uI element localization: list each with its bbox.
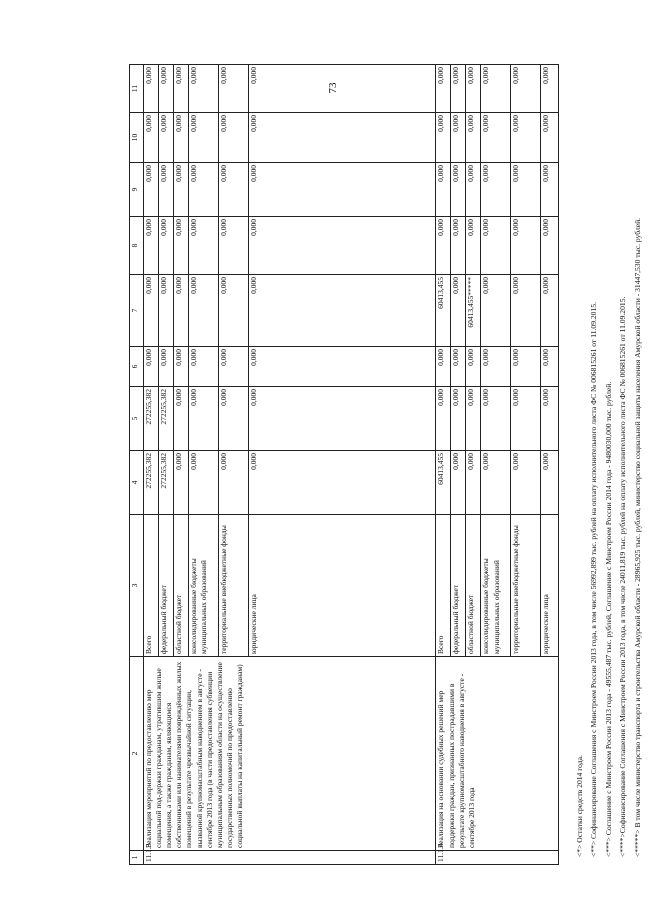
value-cell: 0,000	[451, 113, 466, 163]
value-cell: 0,000	[188, 347, 218, 387]
value-cell: 0,000	[466, 387, 481, 451]
value-cell: 0,000	[158, 163, 173, 217]
section-description: Реализация мероприятий по предоставлению мер социальной под-держки гражданам, утратившим жилые помещения, а также гражданам, являющимся собственниками или нанимателями повреждённых жилых помещений в результате чрезвычайной ситуации, вызванной крупномасштабным наводнением в августе - сентябре 2013 года (в части предоставления субвенции муниципальным образованиям области на осуществление государственных полномочий по предоставлению социальной выплаты на капитальный ремонт гражданам)	[143, 657, 436, 851]
value-cell: 0,000	[158, 113, 173, 163]
section-code: 11.1.3	[143, 851, 436, 865]
value-cell: 0,000	[173, 347, 188, 387]
value-cell: 0,000	[173, 163, 188, 217]
footnote: <*> Остатки средств 2014 года.	[575, 755, 584, 857]
value-cell: 0,000	[466, 65, 481, 113]
value-cell: 0,000	[481, 217, 511, 275]
column-number: 4	[130, 451, 144, 515]
value-cell: 0,000	[466, 113, 481, 163]
column-number: 5	[130, 387, 144, 451]
value-cell: 60413,455	[436, 275, 451, 347]
value-cell: 0,000	[248, 451, 436, 515]
value-cell: 0,000	[511, 217, 541, 275]
value-cell: 0,000	[541, 113, 559, 163]
value-cell: 0,000	[158, 217, 173, 275]
funding-source: юридические лица	[248, 515, 436, 657]
value-cell: 0,000	[481, 163, 511, 217]
value-cell: 0,000	[451, 451, 466, 515]
value-cell: 0,000	[541, 387, 559, 451]
column-numbers-row	[130, 65, 144, 865]
value-cell: 0,000	[218, 217, 248, 275]
value-cell: 0,000	[511, 65, 541, 113]
value-cell: 0,000	[541, 347, 559, 387]
value-cell: 0,000	[541, 217, 559, 275]
value-cell: 0,000	[188, 113, 218, 163]
column-number: 1	[130, 851, 144, 865]
value-cell: 0,000	[173, 451, 188, 515]
value-cell: 0,000	[451, 387, 466, 451]
rotated-document	[129, 65, 659, 865]
value-cell: 0,000	[541, 451, 559, 515]
value-cell: 0,000	[143, 113, 158, 163]
column-number: 9	[130, 163, 144, 217]
value-cell: 0,000	[436, 347, 451, 387]
footnote: <****>Софинансирование Соглашения с Минстроем России 2013 года, в том числе 24011,819 тыс. рублей на оплату исполнительного листа ФС № 006815261 от 11.09.2015.	[618, 296, 628, 857]
value-cell: 0,000	[541, 275, 559, 347]
value-cell: 0,000	[481, 275, 511, 347]
value-cell: 0,000	[218, 275, 248, 347]
value-cell: 0,000	[218, 387, 248, 451]
value-cell: 272255,382	[143, 451, 158, 515]
value-cell: 0,000	[173, 387, 188, 451]
value-cell: 272255,382	[158, 387, 173, 451]
value-cell: 0,000	[188, 163, 218, 217]
value-cell: 0,000	[173, 65, 188, 113]
value-cell: 0,000	[158, 347, 173, 387]
value-cell: 0,000	[143, 217, 158, 275]
funding-source: юридические лица	[541, 515, 559, 657]
funding-source: федеральный бюджет	[451, 515, 466, 657]
value-cell: 272255,382	[158, 451, 173, 515]
value-cell: 0,000	[451, 65, 466, 113]
value-cell: 0,000	[248, 113, 436, 163]
value-cell: 0,000	[248, 217, 436, 275]
value-cell: 0,000	[248, 65, 436, 113]
value-cell: 0,000	[466, 347, 481, 387]
value-cell: 0,000	[466, 217, 481, 275]
page-number: 73	[327, 82, 339, 94]
table-row	[143, 65, 158, 865]
footnote: <***> Соглашение с Минстроем России 2013 года - 49555,487 тыс. рублей, Соглашение с Минстроем России 2014 года - 9480030,000 тыс. рублей.	[603, 381, 613, 857]
funding-source: Всего	[143, 515, 158, 657]
funding-source: Всего	[436, 515, 451, 657]
value-cell: 0,000	[143, 65, 158, 113]
value-cell: 0,000	[248, 387, 436, 451]
value-cell: 0,000	[541, 163, 559, 217]
value-cell: 0,000	[481, 387, 511, 451]
value-cell: 0,000	[188, 217, 218, 275]
column-number: 3	[130, 515, 144, 657]
value-cell: 0,000	[158, 65, 173, 113]
value-cell: 0,000	[436, 113, 451, 163]
column-number: 8	[130, 217, 144, 275]
value-cell: 272255,382	[143, 387, 158, 451]
value-cell: 0,000	[436, 217, 451, 275]
value-cell: 0,000	[188, 387, 218, 451]
value-cell: 0,000	[188, 65, 218, 113]
column-number: 2	[130, 657, 144, 851]
value-cell: 0,000	[248, 275, 436, 347]
value-cell: 0,000	[188, 451, 218, 515]
value-cell: 0,000	[143, 275, 158, 347]
value-cell: 0,000	[451, 217, 466, 275]
budget-table	[129, 64, 559, 865]
value-cell: 0,000	[248, 163, 436, 217]
value-cell: 0,000	[173, 217, 188, 275]
column-number: 7	[130, 275, 144, 347]
value-cell: 0,000	[466, 451, 481, 515]
value-cell: 0,000	[218, 163, 248, 217]
value-cell: 0,000	[481, 65, 511, 113]
value-cell: 0,000	[466, 163, 481, 217]
value-cell: 0,000	[511, 163, 541, 217]
footnote: <**> Софинансирование Соглашения с Минстроем России 2013 года, в том числе 56992,899 тыс. рублей на оплату исполнительного листа ФС № 006815261 от 11.09.2015.	[589, 302, 599, 857]
value-cell: 0,000	[451, 163, 466, 217]
value-cell: 0,000	[481, 113, 511, 163]
value-cell: 0,000	[451, 275, 466, 347]
value-cell: 0,000	[436, 387, 451, 451]
value-cell: 0,000	[218, 451, 248, 515]
footnotes	[573, 67, 645, 857]
value-cell: 0,000	[511, 347, 541, 387]
value-cell: 0,000	[248, 347, 436, 387]
value-cell: 0,000	[218, 65, 248, 113]
column-number: 6	[130, 347, 144, 387]
column-number: 11	[130, 65, 144, 113]
value-cell: 0,000	[481, 347, 511, 387]
value-cell: 0,000	[173, 275, 188, 347]
value-cell: 0,000	[511, 451, 541, 515]
value-cell: 0,000	[158, 275, 173, 347]
section-code: 11.1.4	[436, 851, 559, 865]
value-cell: 0,000	[451, 347, 466, 387]
value-cell: 60413,455*****	[466, 275, 481, 347]
value-cell: 0,000	[173, 113, 188, 163]
column-number: 10	[130, 113, 144, 163]
value-cell: 0,000	[218, 347, 248, 387]
value-cell: 60413,455	[436, 451, 451, 515]
funding-source: областной бюджет	[466, 515, 481, 657]
value-cell: 0,000	[511, 113, 541, 163]
value-cell: 0,000	[511, 387, 541, 451]
funding-source: консолидированные бюджеты муниципальных образований	[188, 515, 218, 657]
section-description: Реализация на основании судебных решений мер поддержки граждан, признанных пострадавшими в результате крупномасштабного наводнения в августе - сентябре 2013 года	[436, 657, 559, 851]
value-cell: 0,000	[143, 163, 158, 217]
funding-source: областной бюджет	[173, 515, 188, 657]
funding-source: территориальные внебюджетные фонды	[511, 515, 541, 657]
value-cell: 0,000	[541, 65, 559, 113]
footnote: <*****> В том числе министерство транспорта и строительства Амурской области - 28965,925 тыс. рублей, министерство социальной защиты населения Амурской области - 31447,530 тыс. рублей.	[632, 217, 642, 857]
value-cell: 0,000	[436, 65, 451, 113]
value-cell: 0,000	[511, 275, 541, 347]
funding-source: федеральный бюджет	[158, 515, 173, 657]
value-cell: 0,000	[143, 347, 158, 387]
value-cell: 0,000	[188, 275, 218, 347]
funding-source: консолидированные бюджеты муниципальных образований	[481, 515, 511, 657]
table-row	[436, 65, 451, 865]
funding-source: территориальные внебюджетные фонды	[218, 515, 248, 657]
value-cell: 0,000	[481, 451, 511, 515]
value-cell: 0,000	[436, 163, 451, 217]
value-cell: 0,000	[218, 113, 248, 163]
